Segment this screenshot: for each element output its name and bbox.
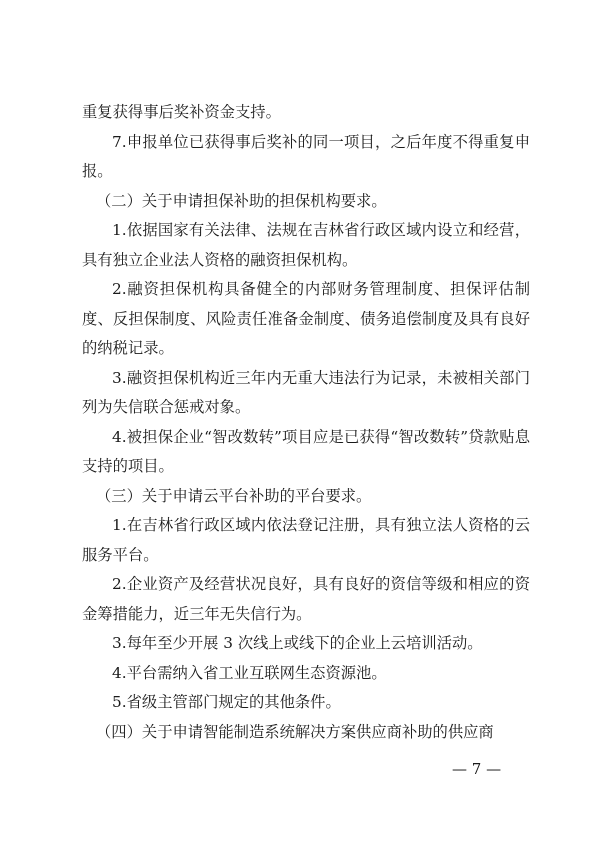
paragraph-item-3: 3.融资担保机构近三年内无重大违法行为记录，未被相关部门列为失信联合惩戒对象。 [82, 368, 530, 416]
paragraph-item-2: 2.企业资产及经营状况良好，具有良好的资信等级和相应的资金筹措能力，近三年无失信行为。 [82, 575, 530, 623]
paragraph-item-3: 3.每年至少开展 3 次线上或线下的企业上云培训活动。 [112, 634, 483, 652]
paragraph-item-1: 1.在吉林省行政区域内依法登记注册，具有独立法人资格的云服务平台。 [82, 516, 530, 564]
paragraph-continuation: 重复获得事后奖补资金支持。 [82, 103, 281, 121]
section-heading-3: （三）关于申请云平台补助的平台要求。 [96, 486, 372, 505]
paragraph-item-1: 1.依据国家有关法律、法规在吉林省行政区域内设立和经营，具有独立企业法人资格的融资担保机构。 [82, 221, 530, 269]
page-number: — 7 — [452, 760, 502, 778]
paragraph-item-2: 2.融资担保机构具备健全的内部财务管理制度、担保评估制度、反担保制度、风险责任准备金制度、债务追偿制度及具有良好的纳税记录。 [82, 280, 530, 357]
paragraph-item-5: 5.省级主管部门规定的其他条件。 [112, 693, 341, 711]
paragraph-item-4: 4.平台需纳入省工业互联网生态资源池。 [112, 663, 387, 682]
paragraph-item-4: 4.被担保企业“智改数转”项目应是已获得“智改数转”贷款贴息支持的项目。 [82, 427, 530, 475]
body-text [82, 98, 530, 747]
section-heading-4: （四）关于申请智能制造系统解决方案供应商补助的供应商 [96, 722, 494, 741]
paragraph-item-7: 7.申报单位已获得事后奖补的同一项目，之后年度不得重复申报。 [82, 132, 530, 180]
section-heading-2: （二）关于申请担保补助的担保机构要求。 [96, 191, 387, 210]
